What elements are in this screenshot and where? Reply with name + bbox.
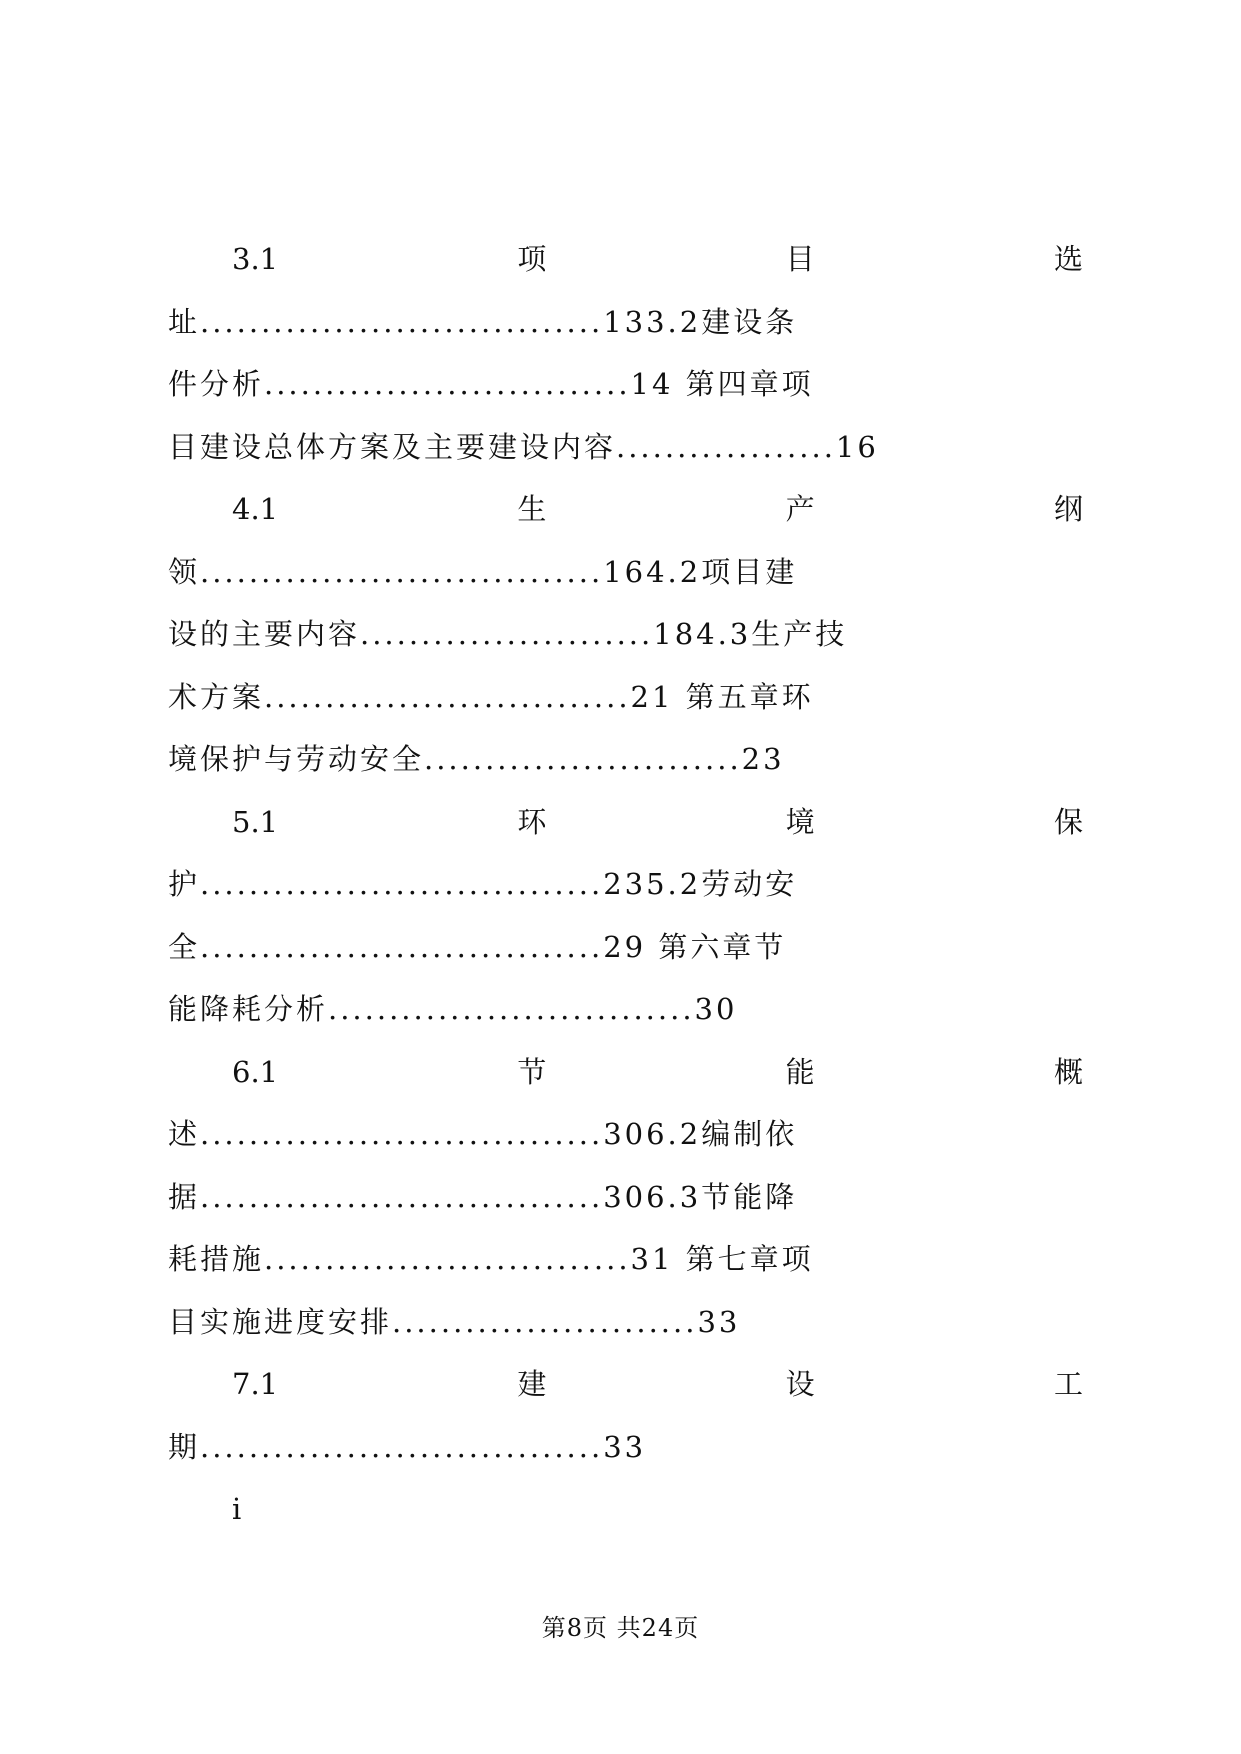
toc-line[interactable]: 领.................................164.2项目建 xyxy=(168,554,798,589)
page-footer: 第8页 共24页 xyxy=(541,1614,700,1642)
toc-title-char: 选 xyxy=(1053,242,1083,276)
toc-line-7-1-heading xyxy=(168,1353,1083,1416)
toc-line-5-1-heading xyxy=(168,791,1083,854)
toc-title-char: 设 xyxy=(785,1367,815,1401)
toc-title-char: 项 xyxy=(517,242,547,276)
toc-title-char: 保 xyxy=(1053,804,1083,839)
toc-title-char: 环 xyxy=(517,804,547,839)
toc-line[interactable]: 能降耗分析..............................30 xyxy=(168,992,738,1026)
toc-line-4-1-heading xyxy=(168,478,1083,541)
toc-line-6-1-heading xyxy=(168,1041,1083,1104)
toc-line[interactable]: 护.................................235.2劳动安 xyxy=(168,867,798,901)
toc-title-char: 境 xyxy=(785,804,815,839)
toc-title-char: 工 xyxy=(1053,1367,1083,1401)
toc-title-char: 目 xyxy=(785,242,815,276)
toc-line[interactable]: 据.................................306.3节能降 xyxy=(168,1179,798,1214)
toc-line[interactable]: 耗措施..............................31 第七章项 xyxy=(168,1242,814,1276)
page-roman-numeral: i xyxy=(232,1492,245,1526)
toc-section-number: 3.1 xyxy=(232,242,279,276)
toc-line[interactable]: 全.................................29 第六章节 xyxy=(168,929,787,964)
toc-line[interactable]: 址.................................133.2建设条 xyxy=(168,304,798,339)
toc-title-char: 概 xyxy=(1053,1054,1083,1089)
toc-line[interactable]: 境保护与劳动安全..........................23 xyxy=(168,742,785,776)
toc-line[interactable]: 期.................................33 xyxy=(168,1429,647,1464)
toc-section-number: 5.1 xyxy=(232,804,279,839)
toc-title-char: 产 xyxy=(785,492,815,526)
toc-title-char: 纲 xyxy=(1053,492,1083,526)
table-of-contents xyxy=(168,228,1083,1541)
toc-line[interactable]: 术方案..............................21 第五章环 xyxy=(168,679,814,714)
toc-section-number: 7.1 xyxy=(232,1367,279,1401)
toc-line[interactable]: 述.................................306.2编制依 xyxy=(168,1117,798,1151)
toc-title-char: 生 xyxy=(517,492,547,526)
toc-title-char: 建 xyxy=(517,1367,547,1401)
toc-line[interactable]: 目实施进度安排.........................33 xyxy=(168,1304,741,1339)
toc-section-number: 6.1 xyxy=(232,1054,279,1089)
toc-line-3-1-heading xyxy=(168,228,1083,291)
toc-section-number: 4.1 xyxy=(232,492,279,526)
toc-title-char: 能 xyxy=(785,1054,815,1089)
toc-line[interactable]: 件分析..............................14 第四章项 xyxy=(168,367,814,401)
toc-line[interactable]: 设的主要内容........................184.3生产技 xyxy=(168,617,848,651)
toc-line[interactable]: 目建设总体方案及主要建设内容..................16 xyxy=(168,429,879,464)
toc-title-char: 节 xyxy=(517,1054,547,1089)
